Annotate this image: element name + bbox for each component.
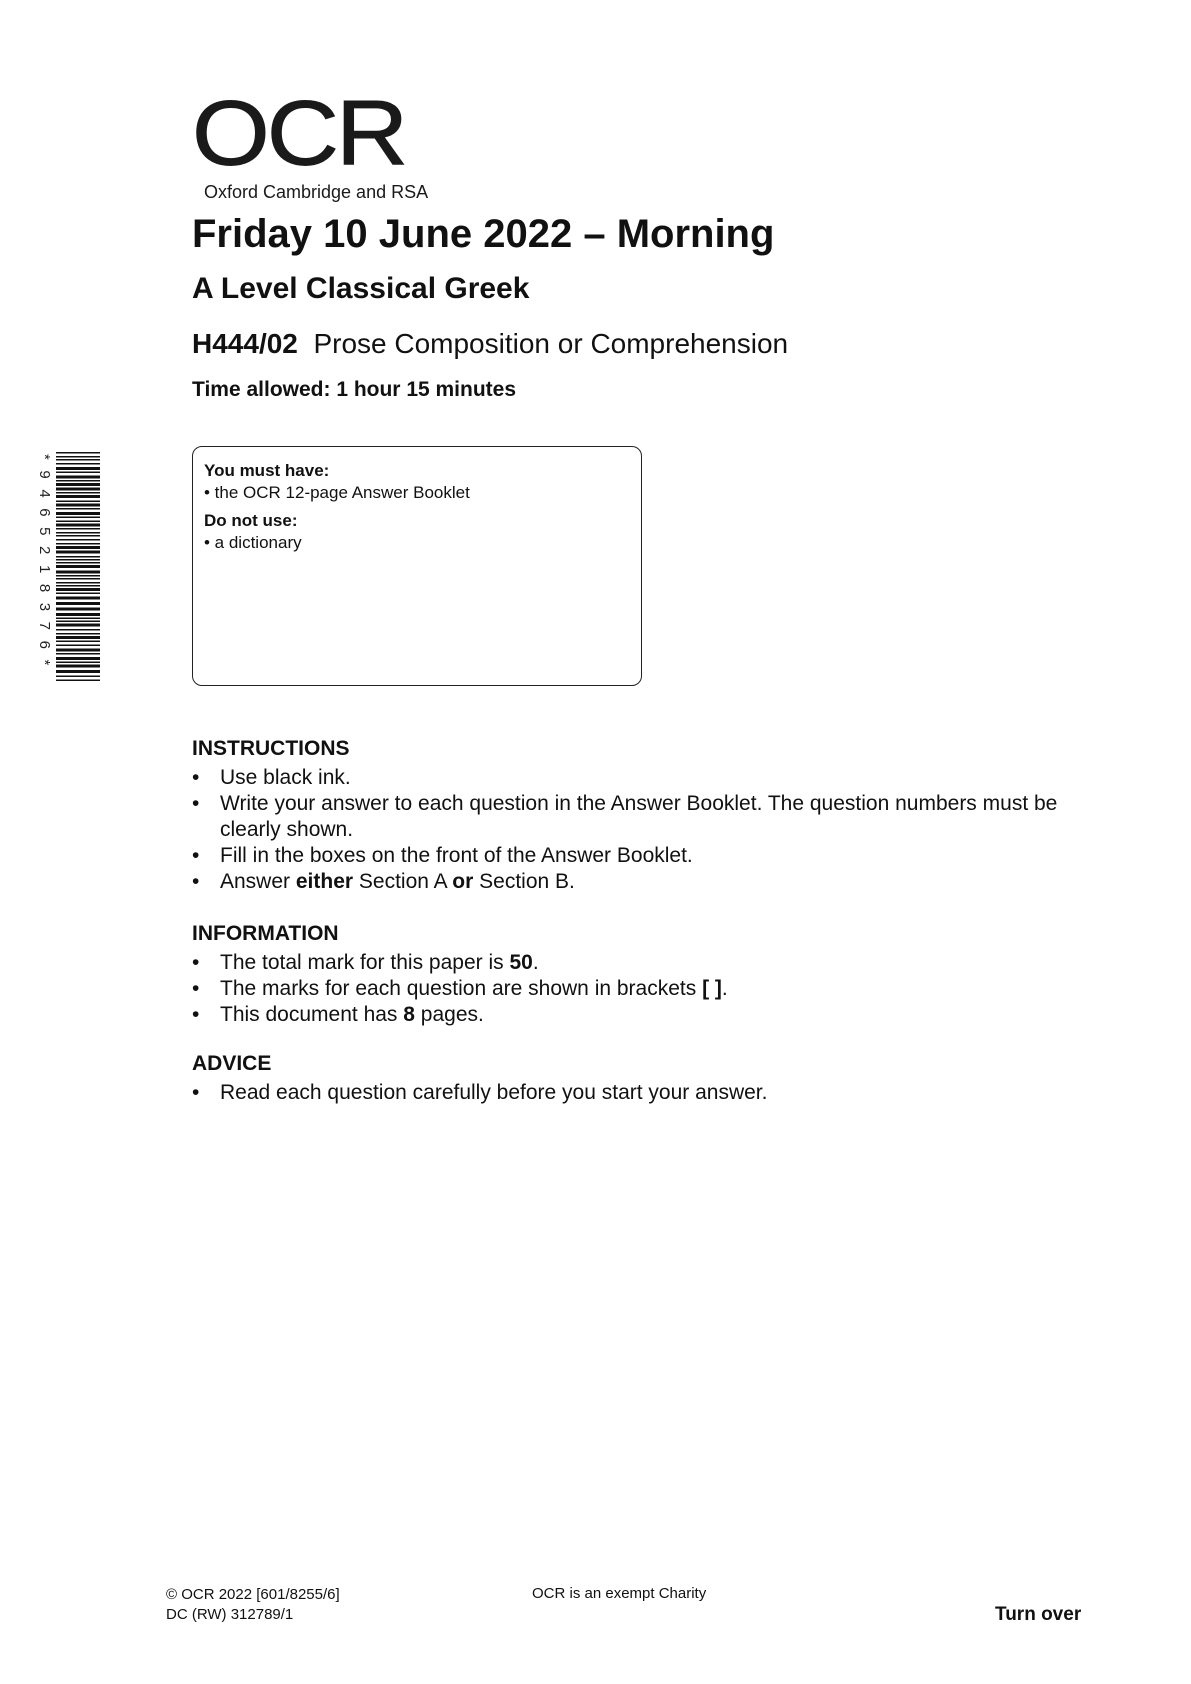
advice-item: • Read each question carefully before you start your answer. bbox=[192, 1080, 1092, 1106]
advice-section bbox=[192, 1052, 1092, 1106]
must-have-item: • the OCR 12-page Answer Booklet bbox=[204, 483, 470, 502]
copyright-text: © OCR 2022 [601/8255/6] bbox=[166, 1586, 340, 1603]
advice-heading: ADVICE bbox=[192, 1052, 272, 1075]
information-item: • The total mark for this paper is 50. bbox=[192, 950, 1092, 976]
charity-text: OCR is an exempt Charity bbox=[532, 1585, 707, 1602]
barcode bbox=[32, 452, 102, 682]
requirements-box bbox=[192, 446, 642, 686]
instruction-item: • Use black ink. bbox=[192, 765, 1092, 791]
exam-date: Friday 10 June 2022 – Morning bbox=[192, 212, 775, 256]
information-section bbox=[192, 922, 1092, 1028]
paper-heading bbox=[192, 328, 788, 360]
instructions-heading: INSTRUCTIONS bbox=[192, 737, 350, 760]
instruction-item: • Answer either Section A or Section B. bbox=[192, 869, 1092, 895]
instructions-section bbox=[192, 737, 1092, 895]
ocr-logo bbox=[192, 81, 452, 203]
document-reference: DC (RW) 312789/1 bbox=[166, 1606, 294, 1623]
ocr-logo-wordmark: OCR bbox=[192, 81, 406, 185]
instruction-item: • Fill in the boxes on the front of the Answer Booklet. bbox=[192, 843, 1092, 869]
must-have-heading: You must have: bbox=[204, 461, 330, 480]
footer-left bbox=[166, 1585, 340, 1625]
information-item: • This document has 8 pages. bbox=[192, 1002, 1092, 1028]
barcode-digits: * 9 4 6 5 2 1 8 3 7 6 * bbox=[36, 454, 53, 669]
paper-title: Prose Composition or Comprehension bbox=[313, 328, 789, 359]
information-heading: INFORMATION bbox=[192, 922, 339, 945]
exam-subject: A Level Classical Greek bbox=[192, 272, 530, 305]
paper-code: H444/02 bbox=[192, 328, 298, 359]
turn-over-label: Turn over bbox=[995, 1604, 1082, 1625]
ocr-logo-tagline: Oxford Cambridge and RSA bbox=[204, 182, 429, 202]
time-allowed: Time allowed: 1 hour 15 minutes bbox=[192, 378, 517, 401]
instruction-item: • Write your answer to each question in the Answer Booklet. The question numbers must be clearly shown. bbox=[192, 791, 1092, 843]
do-not-use-heading: Do not use: bbox=[204, 511, 298, 530]
information-item: • The marks for each question are shown in brackets [ ]. bbox=[192, 976, 1092, 1002]
do-not-use-item: • a dictionary bbox=[204, 533, 302, 552]
